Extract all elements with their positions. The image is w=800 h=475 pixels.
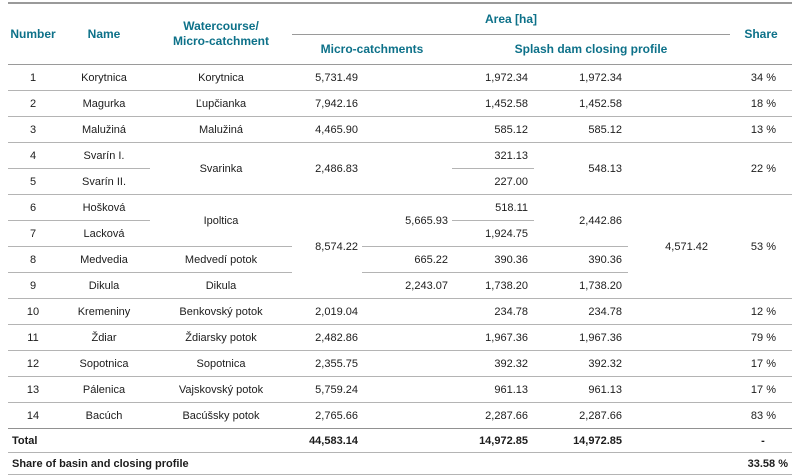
cell-aB [362, 403, 452, 429]
cell-aA: 4,465.90 [292, 117, 362, 143]
table-row [8, 143, 792, 169]
cell-s1: 234.78 [452, 299, 534, 325]
catchment-area-table [8, 2, 792, 475]
cell-s3 [628, 403, 730, 429]
cell-wc: Vajskovský potok [150, 377, 292, 403]
cell-name: Dikula [58, 273, 150, 299]
cell-aA: 7,942.16 [292, 91, 362, 117]
cell-s2: 392.32 [534, 351, 628, 377]
cell-s2: 234.78 [534, 299, 628, 325]
total-micro-catchments: 44,583.14 [292, 429, 362, 453]
basin-share-value: 33.58 % [730, 453, 792, 475]
table-footer [8, 429, 792, 475]
total-share: - [730, 429, 792, 453]
cell-number: 1 [8, 65, 58, 91]
cell-name: Bacúch [58, 403, 150, 429]
cell-number: 4 [8, 143, 58, 169]
cell-s2: 2,442.86 [534, 195, 628, 247]
header-splash-profile: Splash dam closing profile [452, 35, 730, 65]
cell-name: Sopotnica [58, 351, 150, 377]
table-body [8, 65, 792, 429]
header-share: Share [730, 3, 792, 65]
cell-name: Kremeniny [58, 299, 150, 325]
cell-aA: 8,574.22 [292, 195, 362, 299]
cell-wc: Ľupčianka [150, 91, 292, 117]
cell-s2: 2,287.66 [534, 403, 628, 429]
cell-share: 83 % [730, 403, 792, 429]
table-row [8, 117, 792, 143]
header-name: Name [58, 3, 150, 65]
cell-s1: 227.00 [452, 169, 534, 195]
cell-s3 [628, 117, 730, 143]
cell-share: 34 % [730, 65, 792, 91]
cell-aB: 665.22 [362, 247, 452, 273]
cell-aA: 2,486.83 [292, 143, 362, 195]
cell-share: 22 % [730, 143, 792, 195]
cell-aA: 2,019.04 [292, 299, 362, 325]
table-row [8, 195, 792, 221]
table-row [8, 403, 792, 429]
table-row [8, 299, 792, 325]
cell-name: Ždiar [58, 325, 150, 351]
cell-aA: 2,482.86 [292, 325, 362, 351]
cell-s1: 321.13 [452, 143, 534, 169]
cell-share: 18 % [730, 91, 792, 117]
cell-share: 17 % [730, 377, 792, 403]
cell-s1: 392.32 [452, 351, 534, 377]
cell-s1: 518.11 [452, 195, 534, 221]
cell-number: 9 [8, 273, 58, 299]
cell-share: 12 % [730, 299, 792, 325]
cell-wc: Dikula [150, 273, 292, 299]
cell-wc: Medvedí potok [150, 247, 292, 273]
cell-wc: Ždiarsky potok [150, 325, 292, 351]
cell-aB [362, 299, 452, 325]
cell-aB [362, 377, 452, 403]
cell-s2: 1,967.36 [534, 325, 628, 351]
cell-wc: Bacúšsky potok [150, 403, 292, 429]
cell-number: 5 [8, 169, 58, 195]
cell-s1: 2,287.66 [452, 403, 534, 429]
cell-aA: 2,765.66 [292, 403, 362, 429]
cell-number: 11 [8, 325, 58, 351]
cell-share: 53 % [730, 195, 792, 299]
cell-aB: 5,665.93 [362, 195, 452, 247]
header-number: Number [8, 3, 58, 65]
cell-s2: 390.36 [534, 247, 628, 273]
table-row [8, 325, 792, 351]
cell-wc: Ipoltica [150, 195, 292, 247]
cell-number: 3 [8, 117, 58, 143]
cell-number: 10 [8, 299, 58, 325]
cell-name: Malužiná [58, 117, 150, 143]
cell-s2: 1,738.20 [534, 273, 628, 299]
cell-name: Svarín I. [58, 143, 150, 169]
cell-s1: 1,924.75 [452, 221, 534, 247]
table-header [8, 3, 792, 65]
cell-wc: Korytnica [150, 65, 292, 91]
header-area: Area [ha] [292, 3, 730, 35]
cell-number: 12 [8, 351, 58, 377]
cell-s3: 4,571.42 [628, 195, 730, 299]
cell-s3 [628, 325, 730, 351]
cell-name: Svarín II. [58, 169, 150, 195]
cell-aB [362, 143, 452, 195]
cell-s3 [628, 377, 730, 403]
cell-s1: 1,972.34 [452, 65, 534, 91]
table-row [8, 351, 792, 377]
cell-number: 8 [8, 247, 58, 273]
cell-s1: 1,738.20 [452, 273, 534, 299]
cell-aA: 2,355.75 [292, 351, 362, 377]
total-splash-2: 14,972.85 [534, 429, 628, 453]
cell-s1: 1,967.36 [452, 325, 534, 351]
cell-s3 [628, 143, 730, 195]
table-row [8, 65, 792, 91]
cell-number: 7 [8, 221, 58, 247]
cell-number: 14 [8, 403, 58, 429]
table-row [8, 377, 792, 403]
basin-share-row [8, 453, 792, 475]
cell-s2: 1,452.58 [534, 91, 628, 117]
cell-s1: 585.12 [452, 117, 534, 143]
cell-wc: Svarinka [150, 143, 292, 195]
cell-share: 17 % [730, 351, 792, 377]
total-label: Total [8, 429, 292, 453]
total-splash-1: 14,972.85 [452, 429, 534, 453]
cell-share: 13 % [730, 117, 792, 143]
cell-s3 [628, 299, 730, 325]
cell-aB [362, 117, 452, 143]
header-watercourse-line1: Watercourse/ [183, 19, 259, 33]
cell-aB: 2,243.07 [362, 273, 452, 299]
table-row [8, 91, 792, 117]
header-watercourse [150, 3, 292, 65]
cell-name: Magurka [58, 91, 150, 117]
cell-wc: Benkovský potok [150, 299, 292, 325]
cell-number: 13 [8, 377, 58, 403]
cell-s1: 961.13 [452, 377, 534, 403]
cell-s3 [628, 65, 730, 91]
cell-name: Lacková [58, 221, 150, 247]
cell-name: Hošková [58, 195, 150, 221]
cell-wc: Malužiná [150, 117, 292, 143]
cell-s3 [628, 91, 730, 117]
header-micro-catchments: Micro-catchments [292, 35, 452, 65]
basin-share-label: Share of basin and closing profile [8, 453, 730, 475]
cell-aA: 5,731.49 [292, 65, 362, 91]
cell-share: 79 % [730, 325, 792, 351]
cell-aB [362, 65, 452, 91]
cell-s3 [628, 351, 730, 377]
cell-number: 6 [8, 195, 58, 221]
cell-name: Korytnica [58, 65, 150, 91]
cell-number: 2 [8, 91, 58, 117]
cell-s2: 585.12 [534, 117, 628, 143]
cell-aB [362, 325, 452, 351]
cell-name: Medvedia [58, 247, 150, 273]
cell-aB [362, 351, 452, 377]
cell-aA: 5,759.24 [292, 377, 362, 403]
cell-s2: 961.13 [534, 377, 628, 403]
cell-s2: 1,972.34 [534, 65, 628, 91]
cell-aB [362, 91, 452, 117]
header-watercourse-line2: Micro-catchment [172, 34, 270, 48]
cell-s1: 1,452.58 [452, 91, 534, 117]
cell-s1: 390.36 [452, 247, 534, 273]
cell-wc: Sopotnica [150, 351, 292, 377]
cell-s2: 548.13 [534, 143, 628, 195]
cell-name: Pálenica [58, 377, 150, 403]
